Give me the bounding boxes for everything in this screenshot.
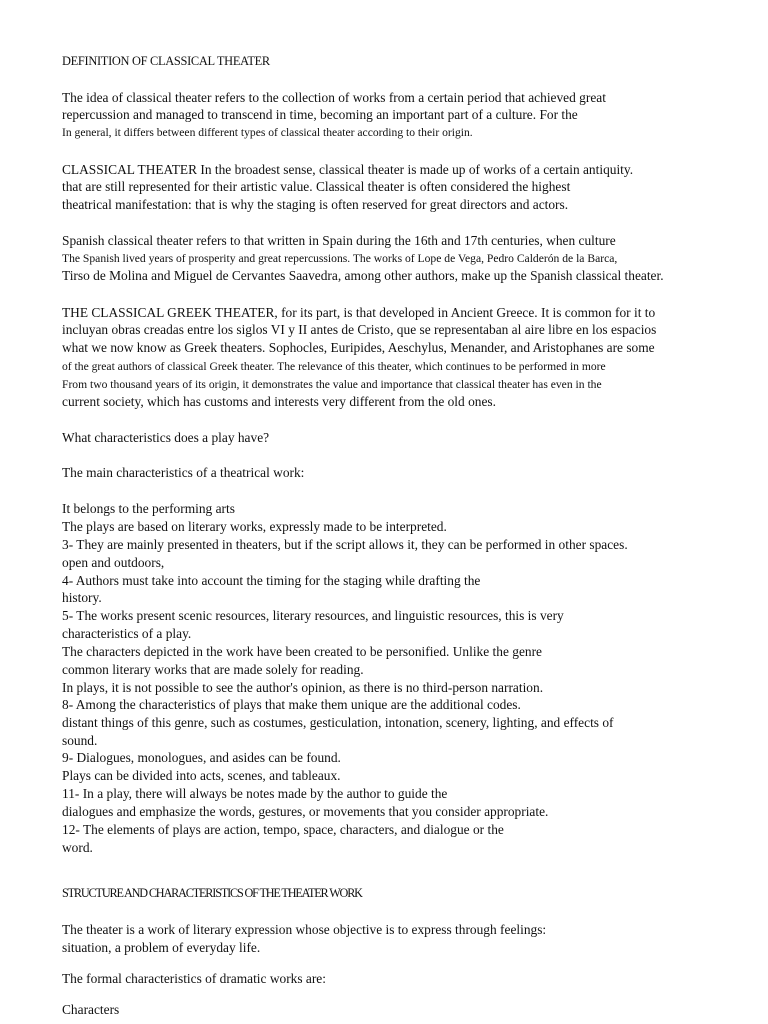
paragraph-line: Tirso de Molina and Miguel de Cervantes Saavedra, among other authors, make up the Spanish classical theater. [62, 268, 664, 283]
list-item: It belongs to the performing arts [62, 501, 235, 516]
paragraph-line: From two thousand years of its origin, it demonstrates the value and importance that classical theater has even in the [62, 378, 602, 391]
list-item: In plays, it is not possible to see the author's opinion, as there is no third-person narration. [62, 680, 544, 695]
paragraph-line: of the great authors of classical Greek theater. The relevance of this theater, which continues to be performed in more [62, 360, 606, 373]
paragraph-line: Spanish classical theater refers to that written in Spain during the 16th and 17th centuries, when culture [62, 233, 616, 248]
paragraph-line: In general, it differs between different types of classical theater according to their origin. [62, 126, 473, 139]
list-item: 9- Dialogues, monologues, and asides can be found. [62, 750, 341, 765]
paragraph-line: The theater is a work of literary expression whose objective is to express through feelings: [62, 922, 547, 937]
formal-characteristics-line: The formal characteristics of dramatic works are: [62, 971, 326, 986]
list-item: dialogues and emphasize the words, gestures, or movements that you consider appropriate. [62, 804, 549, 819]
paragraph-line: current society, which has customs and interests very different from the old ones. [62, 394, 496, 409]
list-item: open and outdoors, [62, 555, 165, 570]
list-item: 5- The works present scenic resources, literary resources, and linguistic resources, this is very [62, 608, 564, 623]
characters-line: Characters [62, 1002, 120, 1017]
list-item: word. [62, 840, 93, 855]
list-item: 12- The elements of plays are action, tempo, space, characters, and dialogue or the [62, 822, 504, 837]
main-characteristics-line: The main characteristics of a theatrical work: [62, 465, 305, 480]
list-item: characteristics of a play. [62, 626, 192, 641]
paragraph-line: what we now know as Greek theaters. Sophocles, Euripides, Aeschylus, Menander, and Aristophanes are some [62, 340, 655, 355]
list-item: 4- Authors must take into account the timing for the staging while drafting the [62, 573, 481, 588]
paragraph-line: CLASSICAL THEATER In the broadest sense, classical theater is made up of works of a certain antiquity. [62, 162, 634, 177]
paragraph-line: incluyan obras creadas entre los siglos VI y II antes de Cristo, que se representaban al aire libre en los espacios [62, 322, 657, 337]
list-item: common literary works that are made solely for reading. [62, 662, 364, 677]
paragraph-line: theatrical manifestation: that is why the staging is often reserved for great directors and actors. [62, 197, 569, 212]
list-item: The plays are based on literary works, expressly made to be interpreted. [62, 519, 447, 534]
paragraph-line: The idea of classical theater refers to the collection of works from a certain period that achieved great [62, 90, 606, 105]
paragraph-line: THE CLASSICAL GREEK THEATER, for its part, is that developed in Ancient Greece. It is common for it to [62, 305, 656, 320]
paragraph-line: situation, a problem of everyday life. [62, 940, 261, 955]
heading-definition: DEFINITION OF CLASSICAL THEATER [62, 54, 270, 68]
question-line: What characteristics does a play have? [62, 430, 270, 445]
paragraph-line: repercussion and managed to transcend in time, becoming an important part of a culture. For the [62, 107, 578, 122]
list-item: distant things of this genre, such as costumes, gesticulation, intonation, scenery, lighting, and effects of [62, 715, 614, 730]
list-item: 3- They are mainly presented in theaters, but if the script allows it, they can be performed in other spaces. [62, 537, 628, 552]
paragraph-line: The Spanish lived years of prosperity and great repercussions. The works of Lope de Vega, Pedro Calderón de la Barca, [62, 252, 618, 265]
list-item: 8- Among the characteristics of plays that make them unique are the additional codes. [62, 697, 521, 712]
list-item: 11- In a play, there will always be notes made by the author to guide the [62, 786, 448, 801]
list-item: history. [62, 590, 102, 605]
list-item: sound. [62, 733, 98, 748]
heading-structure: STRUCTURE AND CHARACTERISTICS OF THE THEATER WORK [62, 886, 362, 900]
list-item: The characters depicted in the work have been created to be personified. Unlike the genre [62, 644, 542, 659]
paragraph-line: that are still represented for their artistic value. Classical theater is often considered the highest [62, 179, 571, 194]
list-item: Plays can be divided into acts, scenes, and tableaux. [62, 768, 341, 783]
